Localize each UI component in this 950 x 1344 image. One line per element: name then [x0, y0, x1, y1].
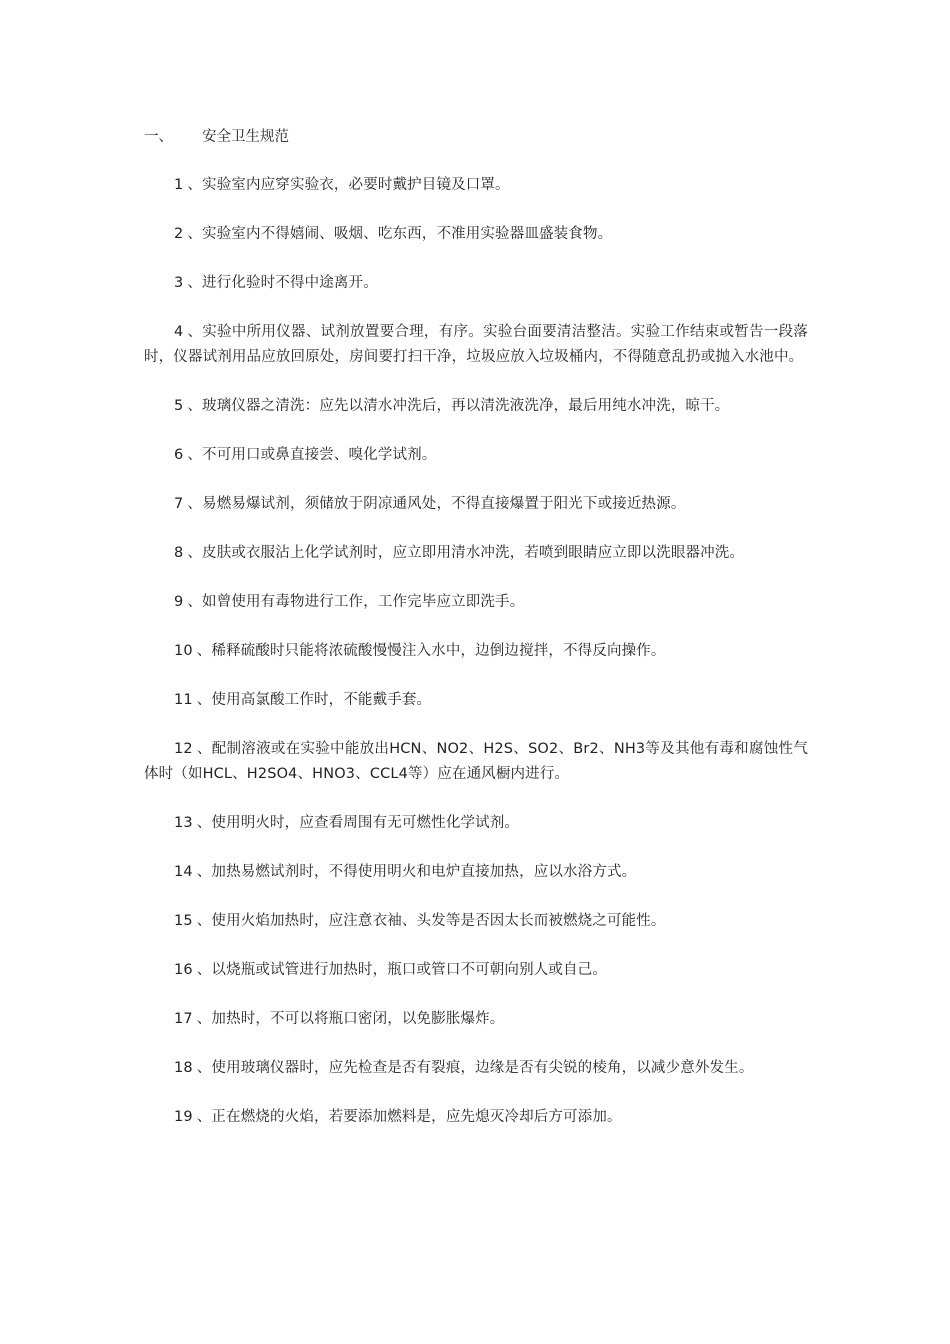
rule-separator: 、 [187, 275, 203, 291]
rule-separator: 、 [187, 545, 203, 561]
rule-number: 7 [174, 496, 184, 512]
rule-text: 实验中所用仪器、试剂放置要合理，有序。实验台面要清洁整洁。实验工作结束或暂告一段落时，仪器试剂用品应放回原处，房间要打扫干净，垃圾应放入垃圾桶内，不得随意乱扔或抛入水池中。 [144, 324, 808, 365]
rule-item [144, 443, 808, 468]
rule-separator: 、 [187, 177, 203, 193]
rule-text: 使用玻璃仪器时，应先检查是否有裂痕，边缘是否有尖锐的棱角，以减少意外发生。 [211, 1060, 754, 1076]
rule-separator: 、 [196, 1011, 212, 1027]
rules-list [144, 173, 808, 1130]
rule-item [144, 271, 808, 296]
rule-number: 10 [174, 643, 193, 659]
rule-separator: 、 [196, 962, 212, 978]
rule-text: 玻璃仪器之清洗：应先以清水冲洗后，再以清洗液洗净，最后用纯水冲洗，晾干。 [202, 398, 730, 414]
rule-separator: 、 [187, 594, 203, 610]
rule-number: 4 [174, 324, 184, 340]
rule-item [144, 1056, 808, 1081]
rule-text: 进行化验时不得中途离开。 [202, 275, 378, 291]
rule-number: 2 [174, 226, 184, 242]
rule-item [144, 1007, 808, 1032]
rule-text: 实验室内不得嬉闹、吸烟、吃东西，不准用实验器皿盛装食物。 [202, 226, 613, 242]
section-title: 安全卫生规范 [202, 129, 289, 145]
rule-separator: 、 [196, 692, 212, 708]
rule-separator: 、 [196, 643, 212, 659]
rule-number: 18 [174, 1060, 193, 1076]
rule-separator: 、 [187, 447, 203, 463]
rule-item [144, 173, 808, 198]
rule-text: 易燃易爆试剂，须储放于阴凉通风处，不得直接爆置于阳光下或接近热源。 [202, 496, 686, 512]
rule-separator: 、 [187, 324, 203, 340]
rule-text: 配制溶液或在实验中能放出HCN、NO2、H2S、SO2、Br2、NH3等及其他有毒和腐蚀性气体时（如HCL、H2SO4、HNO3、CCL4等）应在通风橱内进行。 [144, 741, 808, 782]
rule-text: 正在燃烧的火焰，若要添加燃料是，应先熄灭冷却后方可添加。 [211, 1109, 622, 1125]
rule-item [144, 860, 808, 885]
rule-separator: 、 [196, 741, 212, 757]
rule-text: 如曾使用有毒物进行工作，工作完毕应立即洗手。 [202, 594, 525, 610]
rule-separator: 、 [196, 1060, 212, 1076]
rule-number: 9 [174, 594, 184, 610]
rule-number: 19 [174, 1109, 193, 1125]
rule-number: 15 [174, 913, 193, 929]
rule-item [144, 958, 808, 983]
rule-text: 实验室内应穿实验衣，必要时戴护目镜及口罩。 [202, 177, 510, 193]
rule-separator: 、 [196, 815, 212, 831]
rule-number: 11 [174, 692, 193, 708]
rule-number: 16 [174, 962, 193, 978]
rule-number: 8 [174, 545, 184, 561]
rule-text: 不可用口或鼻直接尝、嗅化学试剂。 [202, 447, 437, 463]
rule-separator: 、 [187, 496, 203, 512]
rule-number: 17 [174, 1011, 193, 1027]
rule-item [144, 639, 808, 664]
rule-separator: 、 [196, 1109, 212, 1125]
rule-text: 使用明火时，应查看周围有无可燃性化学试剂。 [211, 815, 520, 831]
rule-number: 14 [174, 864, 193, 880]
rule-item [144, 688, 808, 713]
rule-text: 以烧瓶或试管进行加热时，瓶口或管口不可朝向别人或自己。 [211, 962, 607, 978]
rule-item [144, 909, 808, 934]
rule-separator: 、 [187, 398, 203, 414]
rule-number: 5 [174, 398, 184, 414]
rule-text: 使用高氯酸工作时，不能戴手套。 [211, 692, 432, 708]
rule-number: 3 [174, 275, 184, 291]
rule-text: 加热易燃试剂时，不得使用明火和电炉直接加热，应以水浴方式。 [211, 864, 637, 880]
rule-item [144, 1105, 808, 1130]
rule-item [144, 492, 808, 517]
section-number: 一、 [144, 129, 173, 145]
rule-number: 12 [174, 741, 193, 757]
rule-text: 使用火焰加热时，应注意衣袖、头发等是否因太长而被燃烧之可能性。 [211, 913, 666, 929]
rule-number: 13 [174, 815, 193, 831]
rule-item [144, 222, 808, 247]
rule-separator: 、 [196, 864, 212, 880]
rule-number: 1 [174, 177, 184, 193]
rule-text: 稀释硫酸时只能将浓硫酸慢慢注入水中，边倒边搅拌，不得反向操作。 [211, 643, 666, 659]
rule-item [144, 541, 808, 566]
section-heading [144, 124, 808, 150]
document-content [144, 124, 808, 1154]
rule-separator: 、 [196, 913, 212, 929]
rule-item [144, 737, 808, 787]
rule-item [144, 590, 808, 615]
rule-text: 皮肤或衣服沾上化学试剂时，应立即用清水冲洗，若喷到眼睛应立即以洗眼器冲洗。 [202, 545, 745, 561]
rule-separator: 、 [187, 226, 203, 242]
rule-text: 加热时，不可以将瓶口密闭，以免膨胀爆炸。 [211, 1011, 505, 1027]
rule-number: 6 [174, 447, 184, 463]
rule-item [144, 394, 808, 419]
rule-item [144, 811, 808, 836]
rule-item [144, 320, 808, 370]
